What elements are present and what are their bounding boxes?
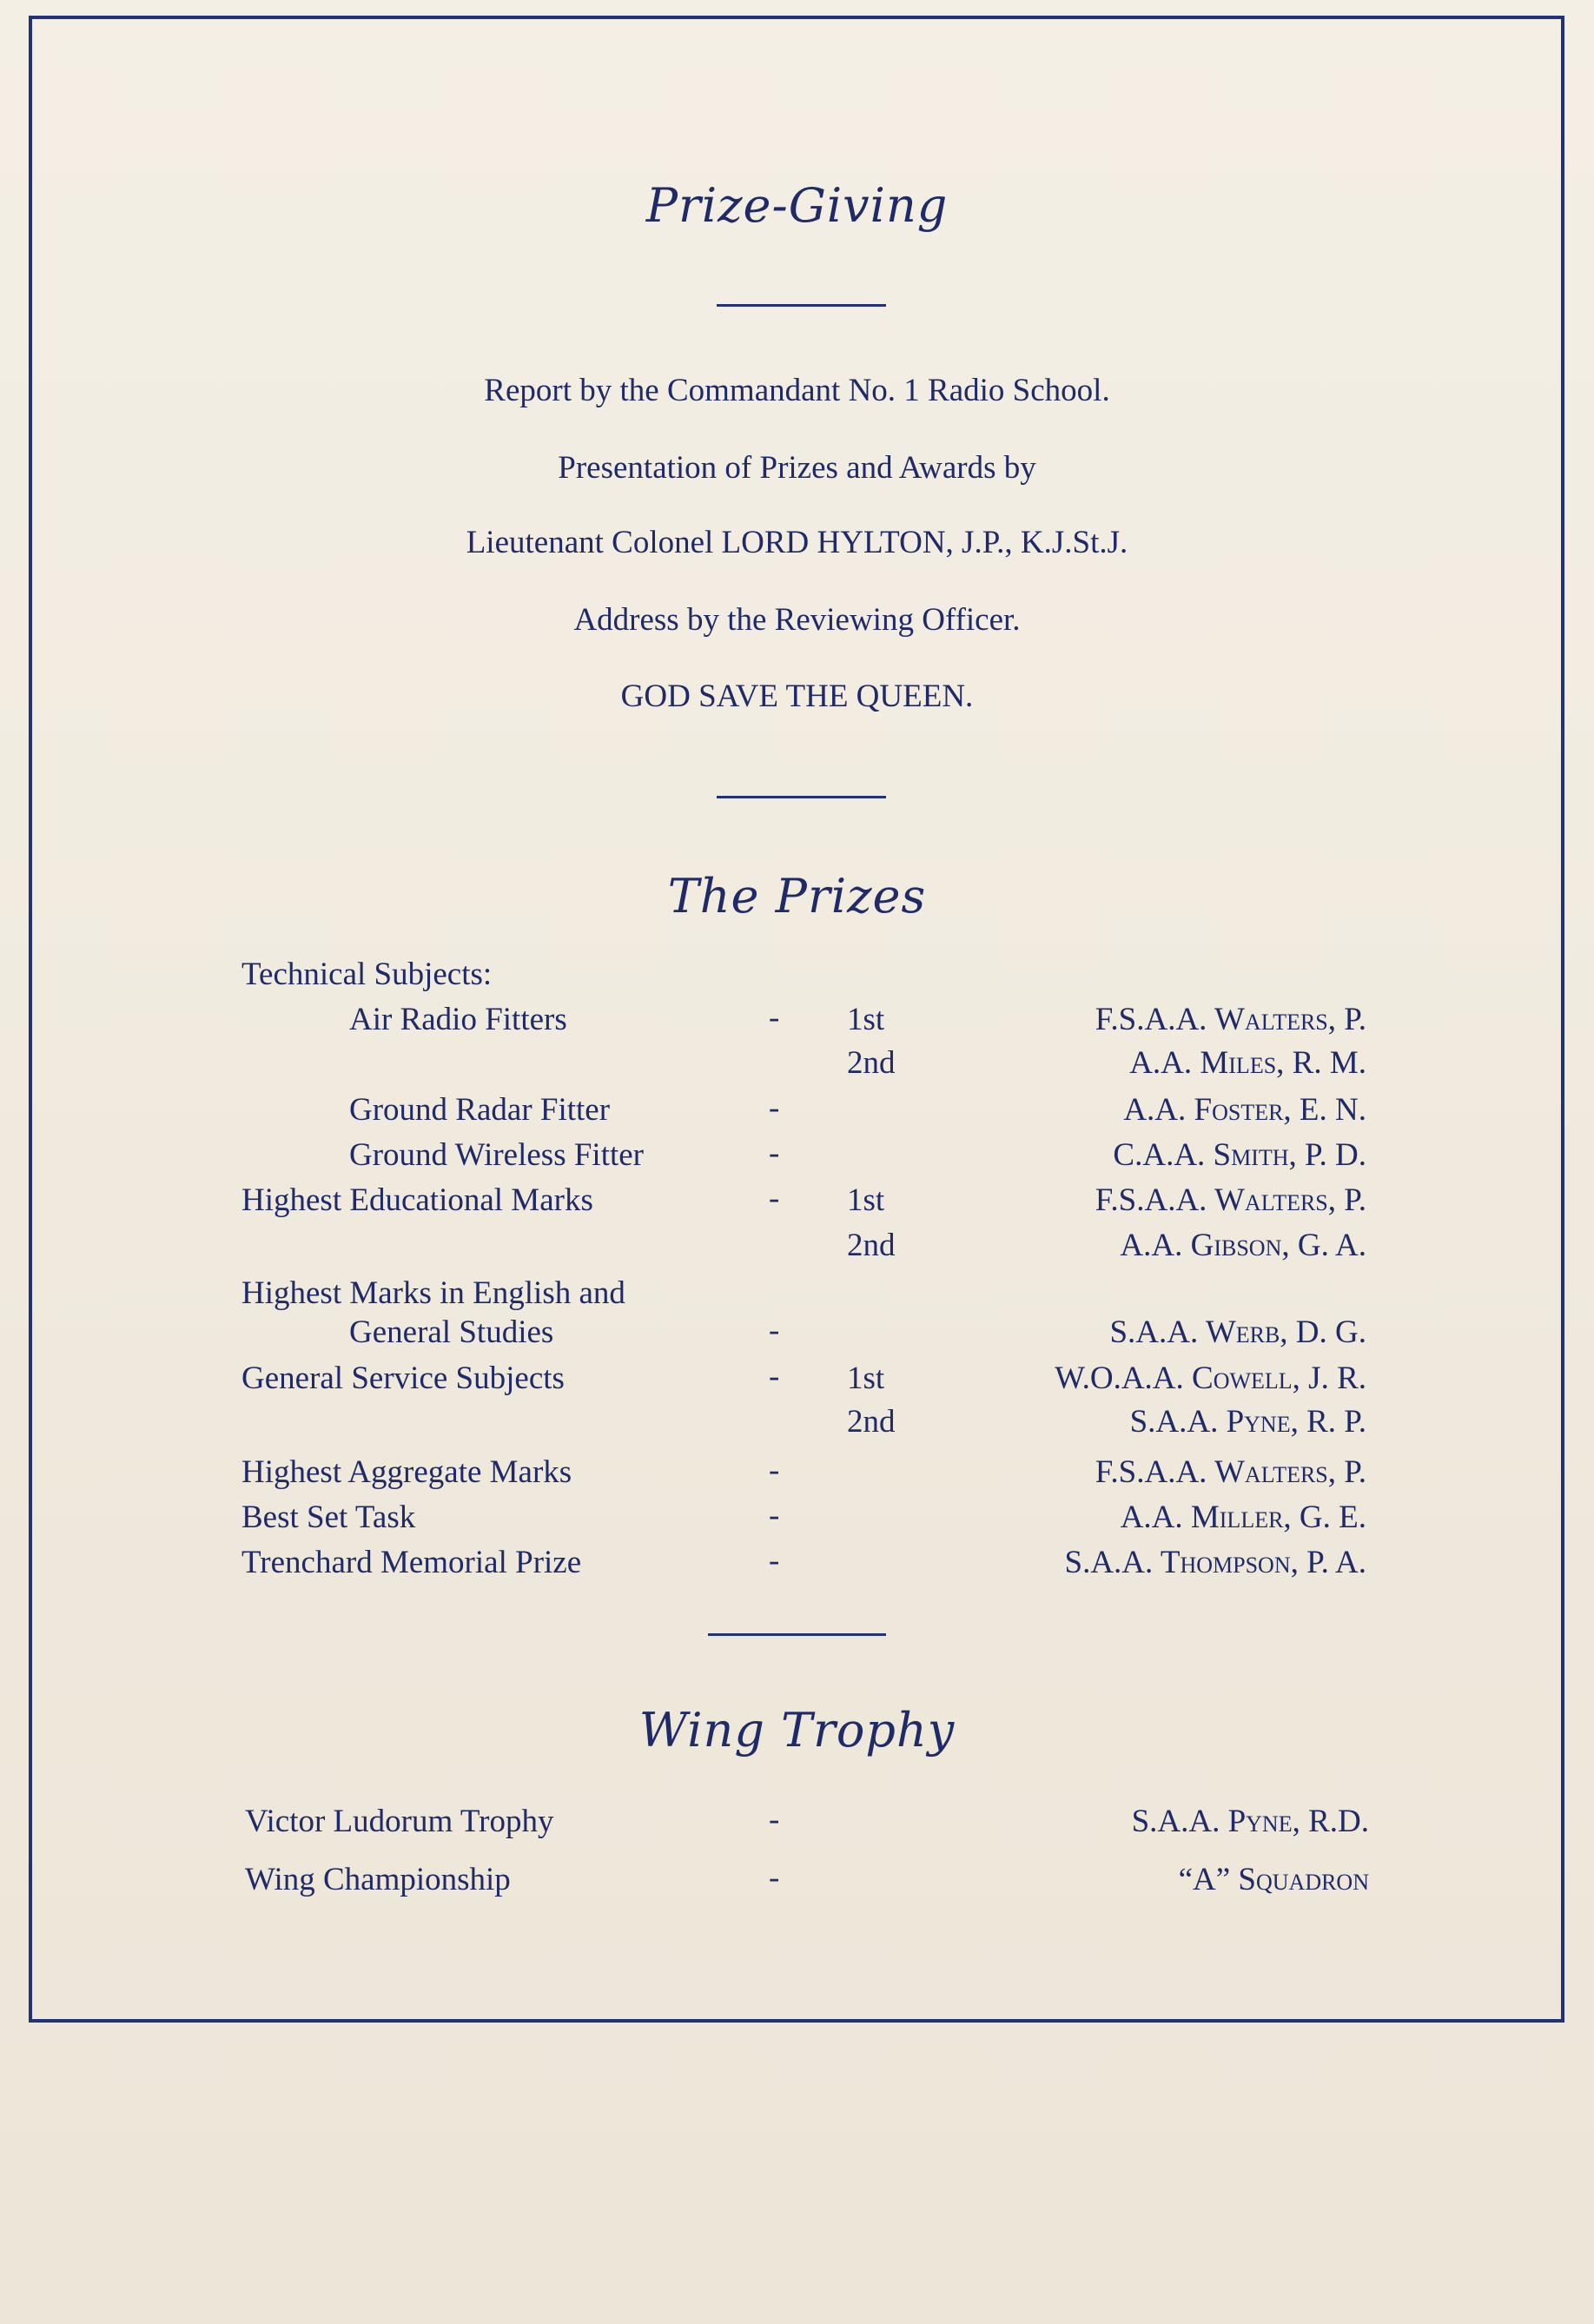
- prize-winner: C.A.A. Smith, P. D.: [1113, 1137, 1366, 1173]
- separator-dash: -: [769, 1543, 780, 1579]
- prize-place: 1st: [847, 1002, 885, 1037]
- prize-category: Highest Educational Marks: [241, 1182, 593, 1218]
- prize-place: 1st: [847, 1361, 885, 1396]
- divider-rule: [717, 796, 886, 798]
- trophy-winner: S.A.A. Pyne, R.D.: [1131, 1804, 1369, 1839]
- prize-category: Best Set Task: [241, 1500, 416, 1535]
- anthem-line: GOD SAVE THE QUEEN.: [620, 679, 974, 714]
- prize-category: General Studies: [349, 1314, 554, 1350]
- prize-category: General Service Subjects: [241, 1361, 565, 1396]
- trophy-winner: “A” Squadron: [1178, 1862, 1369, 1897]
- prize-winner: W.O.A.A. Cowell, J. R.: [1055, 1361, 1366, 1396]
- prize-winner: S.A.A. Werb, D. G.: [1109, 1314, 1366, 1350]
- prize-winner: F.S.A.A. Walters, P.: [1095, 1182, 1366, 1218]
- prize-winner: A.A. Gibson, G. A.: [1120, 1228, 1366, 1263]
- section-label: Technical Subjects:: [241, 957, 493, 992]
- prize-category: Ground Radar Fitter: [349, 1092, 611, 1128]
- prize-category: Ground Wireless Fitter: [349, 1137, 644, 1173]
- prize-category: Air Radio Fitters: [349, 1002, 567, 1037]
- separator-dash: -: [769, 1000, 780, 1036]
- divider-rule: [717, 304, 886, 307]
- prize-winner: A.A. Foster, E. N.: [1123, 1092, 1366, 1128]
- prize-winner: A.A. Miller, G. E.: [1120, 1500, 1366, 1535]
- separator-dash: -: [769, 1453, 780, 1488]
- divider-rule: [708, 1633, 886, 1636]
- prize-place: 2nd: [847, 1404, 896, 1440]
- prizes-heading: The Prizes: [667, 869, 927, 924]
- prize-winner: F.S.A.A. Walters, P.: [1095, 1002, 1366, 1037]
- separator-dash: -: [769, 1313, 780, 1348]
- separator-dash: -: [769, 1802, 780, 1837]
- prize-place: 1st: [847, 1182, 885, 1218]
- trophy-category: Victor Ludorum Trophy: [245, 1804, 554, 1839]
- address-line: Address by the Reviewing Officer.: [573, 602, 1021, 638]
- prize-category: Trenchard Memorial Prize: [241, 1545, 582, 1580]
- prize-category: Highest Marks in English and: [241, 1275, 625, 1311]
- trophy-category: Wing Championship: [245, 1862, 511, 1897]
- wing-trophy-heading: Wing Trophy: [638, 1703, 956, 1758]
- prize-winner: A.A. Miles, R. M.: [1129, 1045, 1366, 1081]
- separator-dash: -: [769, 1181, 780, 1216]
- prize-winner: S.A.A. Pyne, R. P.: [1129, 1404, 1366, 1440]
- separator-dash: -: [769, 1860, 780, 1896]
- separator-dash: -: [769, 1090, 780, 1126]
- prize-category: Highest Aggregate Marks: [241, 1454, 572, 1490]
- report-line: Report by the Commandant No. 1 Radio School.: [484, 373, 1110, 408]
- separator-dash: -: [769, 1498, 780, 1533]
- presenter-line: Lieutenant Colonel LORD HYLTON, J.P., K.J.St.J.: [466, 525, 1128, 560]
- prize-place: 2nd: [847, 1228, 896, 1263]
- prize-winner: S.A.A. Thompson, P. A.: [1064, 1545, 1366, 1580]
- separator-dash: -: [769, 1359, 780, 1394]
- presentation-line: Presentation of Prizes and Awards by: [558, 450, 1036, 486]
- prize-giving-heading: Prize-Giving: [645, 178, 949, 233]
- prize-place: 2nd: [847, 1045, 896, 1081]
- prize-winner: F.S.A.A. Walters, P.: [1095, 1454, 1366, 1490]
- separator-dash: -: [769, 1136, 780, 1171]
